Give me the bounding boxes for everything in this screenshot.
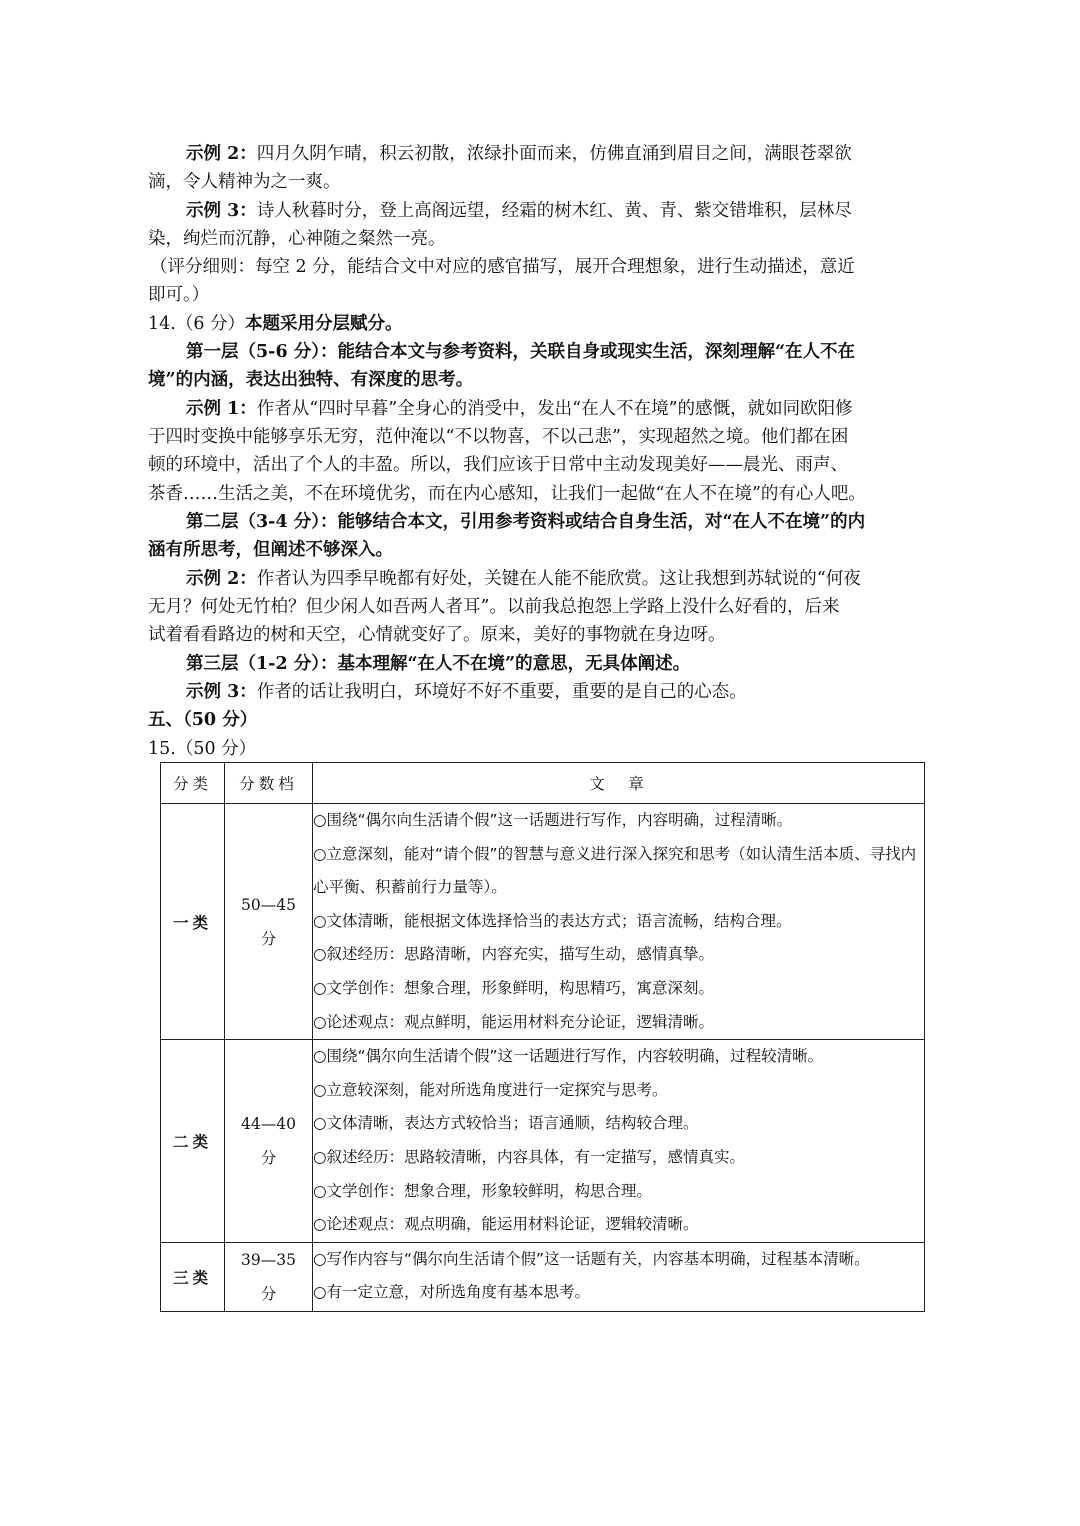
example-label: 示例 1： xyxy=(186,399,257,419)
criterion-item: ○文体清晰，能根据文体选择恰当的表达方式；语言流畅，结构合理。 xyxy=(313,911,792,930)
level-1-example-line-3: 顿的环境中，活出了个人的丰盈。所以，我们应该于日常中主动发现美好——晨光、雨声、 xyxy=(148,455,848,475)
level-1-example-text-a: 作者从“四时早暮”全身心的消受中，发出“在人不在境”的感慨，就如同欧阳修 xyxy=(256,399,853,419)
example-3-text-a: 诗人秋暮时分，登上高阁远望，经霜的树木红、黄、青、紫交错堆积，层林尽 xyxy=(256,201,852,221)
level-2-example-text-a: 作者认为四季早晚都有好处，关键在人能不能欣赏。这让我想到苏轼说的“何夜 xyxy=(256,569,861,589)
scoring-note-line-1: （评分细则：每空 2 分，能结合文中对应的感官描写，展开合理想象，进行生动描述，意近 xyxy=(150,257,855,277)
criterion-item: ○围绕“偶尔向生活请个假”这一话题进行写作，内容较明确，过程较清晰。 xyxy=(313,1047,824,1066)
table-header-row xyxy=(161,763,925,804)
scoring-note-line-2: 即可。） xyxy=(148,285,210,305)
question-14-number: 14.（6 分） xyxy=(148,314,246,334)
level-2-line-2: 涵有所思考，但阐述不够深入。 xyxy=(148,540,393,560)
question-15-heading: 15.（50 分） xyxy=(148,739,257,759)
level-3-example-text: 作者的话让我明白，环境好不好不重要，重要的是自己的心态。 xyxy=(256,682,747,702)
level-2-line-1: 第二层（3-4 分）：能够结合本文，引用参考资料或结合自身生活，对“在人不在境”的内 xyxy=(186,512,866,532)
table-row xyxy=(161,1040,925,1243)
score-unit: 分 xyxy=(260,929,277,948)
level-3-line: 第三层（1-2 分）：基本理解“在人不在境”的意思，无具体阐述。 xyxy=(186,654,691,674)
criterion-item: ○论述观点：观点明确，能运用材料论证，逻辑较清晰。 xyxy=(313,1215,699,1234)
score-band-cell xyxy=(225,1242,313,1311)
score-band-cell xyxy=(225,1040,313,1243)
example-label: 示例 2： xyxy=(186,569,257,589)
criterion-item: ○叙述经历：思路较清晰，内容具体，有一定描写，感情真实。 xyxy=(313,1147,746,1166)
score-range: 44—40 xyxy=(241,1114,296,1133)
example-2-line-2: 滴，令人精神为之一爽。 xyxy=(148,172,341,192)
level-1-line-1: 第一层（5-6 分）：能结合本文与参考资料，关联自身或现实生活，深刻理解“在人不在 xyxy=(186,342,856,362)
score-band-cell xyxy=(225,804,313,1040)
criterion-item: ○立意较深刻，能对所选角度进行一定探究与思考。 xyxy=(313,1080,668,1099)
section-5-heading: 五、（50 分） xyxy=(148,710,258,730)
example-2-line-1 xyxy=(186,140,946,168)
criterion-item: ○围绕“偶尔向生活请个假”这一话题进行写作，内容明确，过程清晰。 xyxy=(313,811,793,829)
example-label: 示例 3： xyxy=(186,201,257,221)
criteria-cell xyxy=(313,804,925,1040)
header-score-band: 分数档 xyxy=(225,763,313,804)
criterion-item: ○写作内容与“偶尔向生活请个假”这一话题有关，内容基本明确，过程基本清晰。 xyxy=(313,1249,870,1268)
level-1-example-line-4: 茶香……生活之美，不在环境优劣，而在内心感知，让我们一起做“在人不在境”的有心人吧。 xyxy=(148,484,866,504)
level-1-example-line-2: 于四时变换中能够享乐无穷，范仲淹以“不以物喜，不以己悲”，实现超然之境。他们都在困 xyxy=(148,427,849,447)
level-2-example-line-3: 试着看看路边的树和天空，心情就变好了。原来，美好的事物就在身边呀。 xyxy=(148,625,726,645)
criteria-cell xyxy=(313,1242,925,1311)
criterion-item: ○文体清晰，表达方式较恰当；语言通顺，结构较合理。 xyxy=(313,1114,699,1133)
score-range: 39—35 xyxy=(241,1250,296,1269)
score-unit: 分 xyxy=(260,1148,277,1167)
level-2-example-line-1 xyxy=(186,565,946,593)
score-range: 50—45 xyxy=(241,895,296,914)
criterion-item: ○有一定立意，对所选角度有基本思考。 xyxy=(313,1283,591,1302)
level-3-example-line xyxy=(186,678,946,706)
criterion-item: ○立意深刻，能对“请个假”的智慧与意义进行深入探究和思考（如认清生活本质、寻找内心平衡、积蓄前行力量等）。 xyxy=(313,844,917,897)
example-2-text-a: 四月久阴乍晴，积云初散，浓绿扑面而来，仿佛直涌到眉目之间，满眼苍翠欲 xyxy=(256,144,852,164)
example-label: 示例 3： xyxy=(186,682,257,702)
header-category: 分类 xyxy=(161,763,225,804)
category-cell: 三类 xyxy=(161,1242,225,1311)
scoring-rubric-table xyxy=(160,762,925,1312)
criteria-cell xyxy=(313,1040,925,1243)
header-essay: 文 章 xyxy=(313,763,925,804)
example-3-line-1 xyxy=(186,197,946,225)
criterion-item: ○文学创作：想象合理，形象鲜明，构思精巧，寓意深刻。 xyxy=(313,978,715,997)
category-cell: 二类 xyxy=(161,1040,225,1243)
example-3-line-2: 染，绚烂而沉静，心神随之粲然一亮。 xyxy=(148,229,446,249)
criterion-item: ○论述观点：观点鲜明，能运用材料充分论证，逻辑清晰。 xyxy=(313,1012,715,1031)
criterion-item: ○叙述经历：思路清晰，内容充实，描写生动，感情真挚。 xyxy=(313,945,715,964)
level-1-example-line-1 xyxy=(186,395,946,423)
question-14-heading xyxy=(148,310,908,338)
example-label: 示例 2： xyxy=(186,144,257,164)
score-unit: 分 xyxy=(260,1284,277,1303)
table-row xyxy=(161,804,925,1040)
criterion-item: ○文学创作：想象合理，形象较鲜明，构思合理。 xyxy=(313,1181,653,1200)
level-1-line-2: 境”的内涵，表达出独特、有深度的思考。 xyxy=(148,370,474,390)
question-14-note: 本题采用分层赋分。 xyxy=(245,314,403,334)
category-cell: 一类 xyxy=(161,804,225,1040)
level-2-example-line-2: 无月？何处无竹柏？但少闲人如吾两人者耳”。以前我总抱怨上学路上没什么好看的，后来 xyxy=(148,597,840,617)
table-row xyxy=(161,1242,925,1311)
